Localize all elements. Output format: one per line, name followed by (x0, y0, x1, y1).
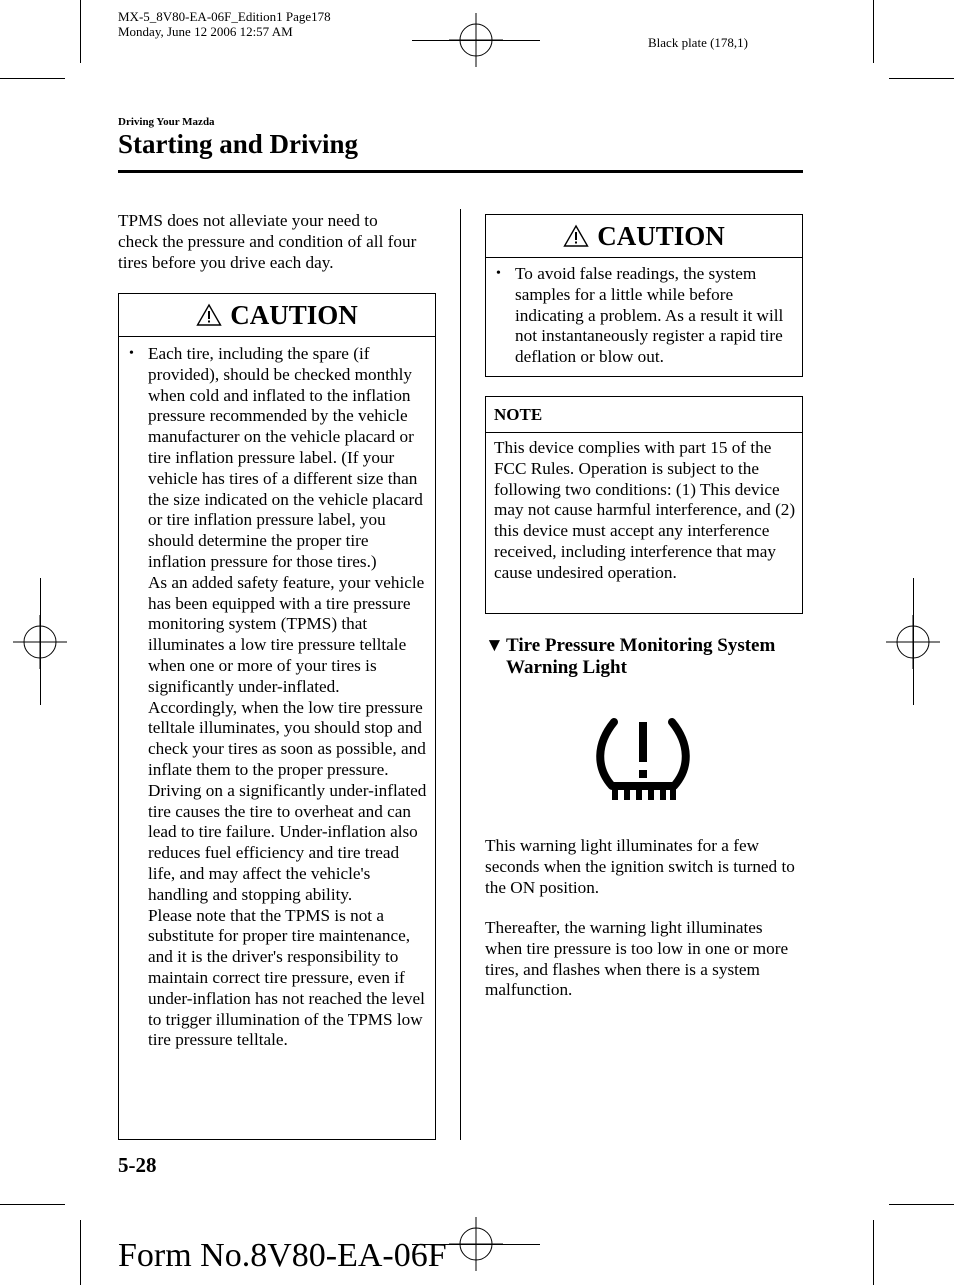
crop-mark (889, 78, 954, 79)
crop-mark (0, 1204, 65, 1205)
bullet-icon: • (129, 346, 134, 361)
registration-mark-icon (886, 615, 940, 669)
caution-heading (486, 215, 802, 258)
caution-paragraph: As an added safety feature, your vehicle has been equipped with a tire pressure monitoring system (TPMS) that illuminates a low tire pressure telltale when one or more of your tires is significantly under-inflated. Accordingly, when the low tire pressure telltale illuminates, you should stop and check your tires as soon as possible, and inflate them to the proper pressure. Driving on a significantly under-inflated tire causes the tire to overheat and can lead to tire failure. Under-inflation also reduces fuel efficiency and tire tread life, and may affect the vehicle's handling and stopping ability. (148, 572, 427, 904)
caution-heading-text: CAUTION (597, 220, 725, 251)
registration-mark-icon (13, 615, 67, 669)
note-box (485, 396, 803, 614)
print-date-line: Monday, June 12 2006 12:57 AM (118, 24, 293, 39)
crop-mark (889, 1204, 954, 1205)
caution-bullet-text: Each tire, including the spare (if provided), should be checked monthly when cold and inflated to the inflation pressure recommended by the vehicle manufacturer on the vehicle placard or tire inflation pressure label. (If your vehicle has tires of a different size than the size indicated on the vehicle placard or tire inflation pressure label, you should determine the proper tire inflation pressure for those tires.) (148, 344, 423, 571)
crop-mark (0, 78, 65, 79)
warning-light-paragraph: This warning light illuminates for a few seconds when the ignition switch is turned to the ON position. (485, 836, 795, 897)
warning-triangle-icon (563, 224, 589, 248)
section-title: Starting and Driving (118, 129, 359, 159)
crop-mark (873, 1220, 874, 1285)
crop-mark (80, 0, 81, 63)
section-label: Driving Your Mazda (118, 116, 215, 128)
form-number: Form No.8V80-EA-06F (118, 1237, 447, 1274)
crop-mark (873, 0, 874, 63)
warning-triangle-icon (196, 303, 222, 327)
print-file-line: MX-5_8V80-EA-06F_Edition1 Page178 (118, 9, 331, 24)
caution-bullet (486, 258, 802, 368)
column-divider (460, 209, 461, 1140)
print-header (118, 9, 331, 39)
caution-bullet (119, 337, 435, 1051)
registration-mark-icon (449, 1217, 503, 1271)
crop-mark (80, 1220, 81, 1285)
intro-paragraph: TPMS does not alleviate your need to check the pressure and condition of all four tires before you drive each day. (118, 211, 417, 272)
tire-pressure-warning-icon (596, 716, 690, 804)
note-text: This device complies with part 15 of the FCC Rules. Operation is subject to the following two conditions: (1) This device may not cause harmful interference, and (2) this device must accept any interference received, including interference that may cause undesired operation. (494, 438, 796, 582)
caution-heading-text: CAUTION (230, 299, 358, 330)
caution-box-right (485, 214, 803, 377)
warning-light-paragraph: Thereafter, the warning light illuminates when tire pressure is too low in one or more tires, and flashes when there is a system malfunction. (485, 918, 789, 1000)
warning-heading-line2: Warning Light (506, 657, 627, 678)
caution-bullet-text: To avoid false readings, the system samples for a little while before indicating a problem. As a result it will not instantaneously register a rapid tire deflation or blow out. (515, 264, 784, 367)
print-plate: Black plate (178,1) (648, 35, 748, 50)
triangle-marker-icon: ▼ (485, 635, 504, 656)
title-rule (118, 170, 803, 173)
note-heading: NOTE (486, 397, 802, 433)
caution-paragraph: Please note that the TPMS is not a substitute for proper tire maintenance, and it is the driver's responsibility to maintain correct tire pressure, even if under-inflation has not reached the level to trigger illumination of the TPMS low tire pressure telltale. (148, 905, 425, 1050)
bullet-icon: • (496, 266, 501, 281)
warning-heading-line1: Tire Pressure Monitoring System (506, 635, 776, 656)
page-number: 5-28 (118, 1153, 157, 1177)
warning-light-heading (485, 635, 805, 679)
caution-heading (119, 294, 435, 337)
caution-box-left (118, 293, 436, 1140)
registration-mark-icon (449, 13, 503, 67)
